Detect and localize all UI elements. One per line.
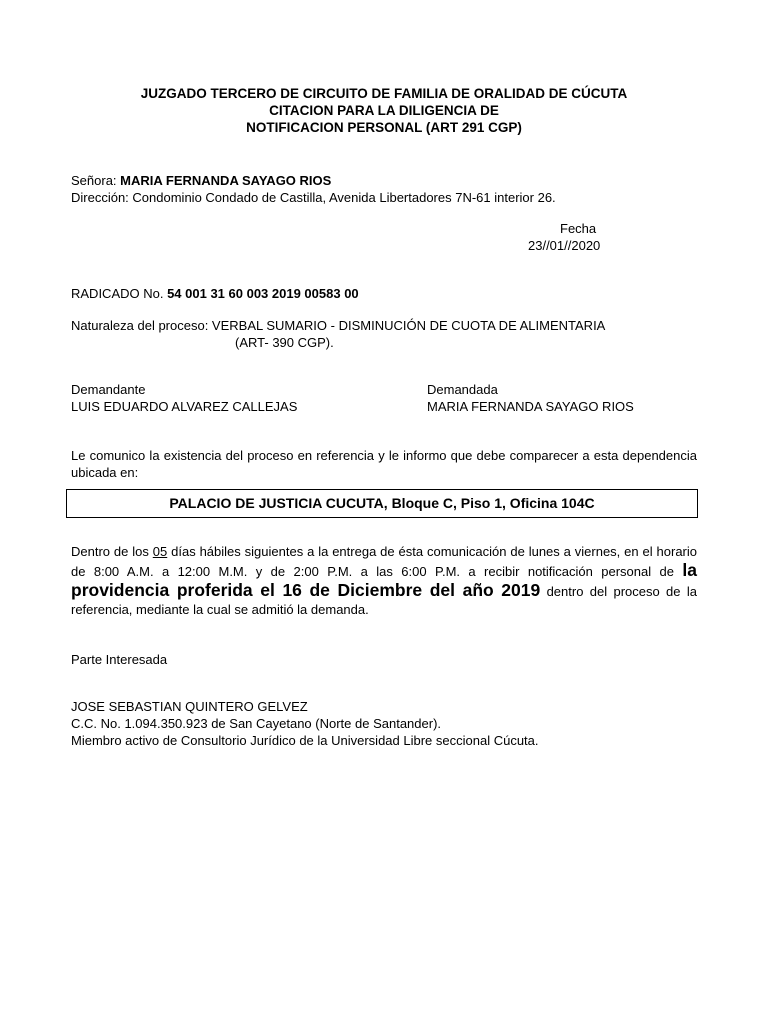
radicado-number: 54 001 31 60 003 2019 00583 00 <box>167 286 359 301</box>
document-subtitle: NOTIFICACION PERSONAL (ART 291 CGP) <box>246 120 522 135</box>
signature-role: Parte Interesada <box>71 652 168 667</box>
address-value: Condominio Condado de Castilla, Avenida Libertadores 7N-61 interior 26. <box>132 190 556 205</box>
date-label: Fecha <box>560 221 597 236</box>
recipient-label: Señora: <box>71 173 121 188</box>
signature-affiliation: Miembro activo de Consultorio Jurídico de la Universidad Libre seccional Cúcuta. <box>71 733 539 748</box>
process-type: VERBAL SUMARIO - DISMINUCIÓN DE CUOTA DE ALIMENTARIA <box>211 318 606 333</box>
date-value: 23//01//2020 <box>528 238 601 253</box>
instructions-part3: dentro del proceso de la referencia, mediante la cual se admitió la demanda. <box>71 584 697 617</box>
instructions-days: 05 <box>152 544 168 559</box>
location-box: PALACIO DE JUSTICIA CUCUTA, Bloque C, Piso 1, Oficina 104C <box>66 489 698 518</box>
radicado-label: RADICADO No. <box>71 286 168 301</box>
process-line <box>71 318 605 333</box>
process-label: Naturaleza del proceso: <box>71 318 212 333</box>
recipient-line <box>71 173 331 188</box>
document-title: CITACION PARA LA DILIGENCIA DE <box>269 103 499 118</box>
process-article: (ART- 390 CGP). <box>235 335 334 350</box>
recipient-name: MARIA FERNANDA SAYAGO RIOS <box>120 173 332 188</box>
instructions-part2: días hábiles siguientes a la entrega de ésta comunicación de lunes a viernes, en el horario de 8:00 A.M. a 12:00 M.M. y de 2:00 P.M. a las 6:00 P.M. a recibir notificación personal de <box>71 544 697 579</box>
instructions-highlight: la providencia proferida el 16 de Diciembre del año 2019 <box>71 560 697 600</box>
instructions-paragraph <box>71 543 697 619</box>
defendant-name: MARIA FERNANDA SAYAGO RIOS <box>427 399 634 414</box>
address-label: Dirección: <box>71 190 133 205</box>
defendant-label: Demandada <box>427 382 498 397</box>
plaintiff-label: Demandante <box>71 382 146 397</box>
signature-name: JOSE SEBASTIAN QUINTERO GELVEZ <box>71 699 308 714</box>
notice-paragraph: Le comunico la existencia del proceso en referencia y le informo que debe comparecer a esta dependencia ubicada en: <box>71 448 697 480</box>
signature-id: C.C. No. 1.094.350.923 de San Cayetano (Norte de Santander). <box>71 716 442 731</box>
court-name: JUZGADO TERCERO DE CIRCUITO DE FAMILIA DE ORALIDAD DE CÚCUTA <box>140 86 628 101</box>
plaintiff-name: LUIS EDUARDO ALVAREZ CALLEJAS <box>71 399 298 414</box>
instructions-part1: Dentro de los <box>71 544 153 559</box>
address-line <box>71 190 556 205</box>
radicado-line <box>71 286 359 301</box>
